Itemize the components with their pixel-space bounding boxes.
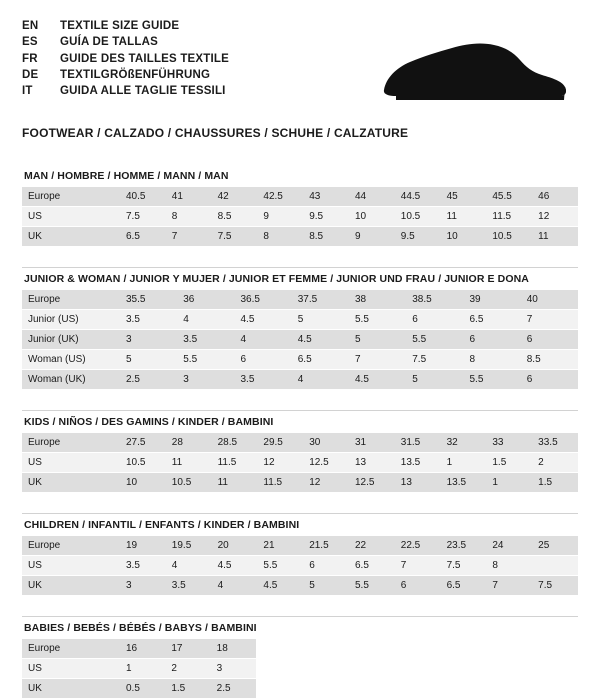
cell: 3.5	[177, 330, 234, 350]
language-row	[22, 51, 229, 67]
cell: 33	[486, 433, 532, 453]
cell: 12	[303, 473, 349, 493]
cell: 4	[292, 370, 349, 390]
cell: 43	[303, 187, 349, 207]
cell: 6	[395, 576, 441, 596]
cell: 3	[177, 370, 234, 390]
cell: 8.5	[212, 207, 258, 227]
row-label: US	[22, 556, 120, 576]
row-label: Woman (US)	[22, 350, 120, 370]
cell: 29.5	[257, 433, 303, 453]
row-label: UK	[22, 473, 120, 493]
language-title: TEXTILE SIZE GUIDE	[60, 18, 229, 34]
cell: 6.5	[120, 227, 166, 247]
cell: 1	[441, 453, 487, 473]
table-row	[22, 350, 578, 370]
cell: 6	[406, 310, 463, 330]
cell: 5.5	[177, 350, 234, 370]
cell: 5.5	[406, 330, 463, 350]
cell: 3	[120, 576, 166, 596]
cell: 11.5	[212, 453, 258, 473]
cell: 21.5	[303, 536, 349, 556]
cell: 10.5	[395, 207, 441, 227]
cell: 8	[257, 227, 303, 247]
cell: 17	[165, 639, 210, 659]
size-block-babies	[22, 616, 578, 698]
cell: 7	[486, 576, 532, 596]
size-table-kids	[22, 433, 578, 492]
cell: 11	[166, 453, 212, 473]
row-label: UK	[22, 679, 120, 698]
cell: 7.5	[532, 576, 578, 596]
row-label: Europe	[22, 433, 120, 453]
table-row	[22, 290, 578, 310]
table-row	[22, 187, 578, 207]
cell: 24	[486, 536, 532, 556]
cell: 6	[235, 350, 292, 370]
cell: 11.5	[486, 207, 532, 227]
cell: 4	[235, 330, 292, 350]
block-title: KIDS / NIÑOS / DES GAMINS / KINDER / BAMBINI	[22, 410, 578, 433]
category-line: FOOTWEAR / CALZADO / CHAUSSURES / SCHUHE / CALZATURE	[22, 126, 578, 140]
cell: 41	[166, 187, 212, 207]
row-label: Europe	[22, 639, 120, 659]
cell: 44	[349, 187, 395, 207]
language-row	[22, 67, 229, 83]
row-label: UK	[22, 227, 120, 247]
cell: 38.5	[406, 290, 463, 310]
language-title-list	[22, 18, 229, 99]
size-block-junior-woman	[22, 267, 578, 389]
cell: 8.5	[521, 350, 578, 370]
cell: 2.5	[211, 679, 256, 698]
language-code: FR	[22, 51, 60, 67]
table-row	[22, 639, 256, 659]
cell: 30	[303, 433, 349, 453]
cell: 11.5	[257, 473, 303, 493]
size-table-man	[22, 187, 578, 246]
cell: 12.5	[349, 473, 395, 493]
cell: 25	[532, 536, 578, 556]
cell: 45.5	[486, 187, 532, 207]
row-label: US	[22, 207, 120, 227]
size-table-children	[22, 536, 578, 595]
row-label: Europe	[22, 290, 120, 310]
language-code: EN	[22, 18, 60, 34]
cell: 7	[349, 350, 406, 370]
language-title: GUIDA ALLE TAGLIE TESSILI	[60, 83, 229, 99]
block-title: BABIES / BEBÉS / BÉBÉS / BABYS / BAMBINI	[22, 616, 578, 639]
cell: 7	[395, 556, 441, 576]
row-label: Junior (US)	[22, 310, 120, 330]
row-label: Junior (UK)	[22, 330, 120, 350]
cell: 2	[165, 659, 210, 679]
cell: 6.5	[464, 310, 521, 330]
language-code: ES	[22, 34, 60, 50]
dress-shoe-icon	[380, 34, 570, 110]
cell: 4.5	[212, 556, 258, 576]
cell: 5.5	[349, 310, 406, 330]
cell: 8	[486, 556, 532, 576]
cell: 7	[166, 227, 212, 247]
cell: 19	[120, 536, 166, 556]
row-label: UK	[22, 576, 120, 596]
cell: 20	[212, 536, 258, 556]
row-label: Europe	[22, 187, 120, 207]
cell: 4.5	[257, 576, 303, 596]
table-row	[22, 659, 256, 679]
cell: 7.5	[212, 227, 258, 247]
cell: 6	[521, 330, 578, 350]
cell: 3.5	[120, 310, 177, 330]
cell: 5	[303, 576, 349, 596]
cell: 28.5	[212, 433, 258, 453]
cell: 10	[120, 473, 166, 493]
table-row	[22, 207, 578, 227]
cell: 4	[177, 310, 234, 330]
cell: 38	[349, 290, 406, 310]
table-row	[22, 576, 578, 596]
cell: 6	[521, 370, 578, 390]
table-row	[22, 370, 578, 390]
cell: 11	[212, 473, 258, 493]
row-label: US	[22, 453, 120, 473]
cell: 45	[441, 187, 487, 207]
cell: 27.5	[120, 433, 166, 453]
cell: 1.5	[165, 679, 210, 698]
table-row	[22, 536, 578, 556]
cell: 3.5	[166, 576, 212, 596]
row-label: Europe	[22, 536, 120, 556]
cell: 21	[257, 536, 303, 556]
row-label: US	[22, 659, 120, 679]
cell: 10.5	[166, 473, 212, 493]
cell: 36.5	[235, 290, 292, 310]
cell: 13.5	[441, 473, 487, 493]
table-row	[22, 556, 578, 576]
cell: 13	[395, 473, 441, 493]
table-row	[22, 227, 578, 247]
cell: 10.5	[486, 227, 532, 247]
cell: 8	[464, 350, 521, 370]
cell: 10	[349, 207, 395, 227]
cell: 4	[166, 556, 212, 576]
cell: 32	[441, 433, 487, 453]
language-code: DE	[22, 67, 60, 83]
language-title: GUÍA DE TALLAS	[60, 34, 229, 50]
page-header	[22, 18, 578, 110]
cell: 22	[349, 536, 395, 556]
cell: 1	[486, 473, 532, 493]
cell: 5	[120, 350, 177, 370]
cell: 12.5	[303, 453, 349, 473]
table-row	[22, 473, 578, 493]
cell: 28	[166, 433, 212, 453]
size-table-junior-woman	[22, 290, 578, 389]
size-block-man	[22, 170, 578, 246]
cell: 9.5	[303, 207, 349, 227]
cell: 7.5	[441, 556, 487, 576]
cell: 11	[441, 207, 487, 227]
cell: 10.5	[120, 453, 166, 473]
cell: 36	[177, 290, 234, 310]
cell: 6.5	[349, 556, 395, 576]
size-table-babies	[22, 639, 256, 698]
cell: 8.5	[303, 227, 349, 247]
table-row	[22, 433, 578, 453]
language-code: IT	[22, 83, 60, 99]
cell: 19.5	[166, 536, 212, 556]
cell: 13	[349, 453, 395, 473]
block-title: MAN / HOMBRE / HOMME / MANN / MAN	[22, 170, 578, 187]
cell: 9	[349, 227, 395, 247]
size-block-children	[22, 513, 578, 595]
language-title: GUIDE DES TAILLES TEXTILE	[60, 51, 229, 67]
cell: 6.5	[441, 576, 487, 596]
cell: 4.5	[349, 370, 406, 390]
cell: 4.5	[235, 310, 292, 330]
cell: 3	[120, 330, 177, 350]
language-row	[22, 34, 229, 50]
cell: 22.5	[395, 536, 441, 556]
row-label: Woman (UK)	[22, 370, 120, 390]
cell: 1.5	[532, 473, 578, 493]
cell: 33.5	[532, 433, 578, 453]
cell: 40.5	[120, 187, 166, 207]
cell: 6	[303, 556, 349, 576]
cell: 6	[464, 330, 521, 350]
cell: 31.5	[395, 433, 441, 453]
cell: 6.5	[292, 350, 349, 370]
table-row	[22, 679, 256, 698]
language-title: TEXTILGRÖßENFÜHRUNG	[60, 67, 229, 83]
cell: 3	[211, 659, 256, 679]
cell: 4.5	[292, 330, 349, 350]
cell: 9.5	[395, 227, 441, 247]
cell: 5.5	[257, 556, 303, 576]
cell: 7.5	[406, 350, 463, 370]
cell: 7	[521, 310, 578, 330]
cell: 12	[257, 453, 303, 473]
cell: 23.5	[441, 536, 487, 556]
cell: 11	[532, 227, 578, 247]
cell: 40	[521, 290, 578, 310]
cell: 5	[406, 370, 463, 390]
cell: 0.5	[120, 679, 165, 698]
cell: 3.5	[235, 370, 292, 390]
cell: 44.5	[395, 187, 441, 207]
cell: 5	[349, 330, 406, 350]
cell: 7.5	[120, 207, 166, 227]
language-row	[22, 18, 229, 34]
table-row	[22, 330, 578, 350]
block-title: JUNIOR & WOMAN / JUNIOR Y MUJER / JUNIOR ET FEMME / JUNIOR UND FRAU / JUNIOR E DONA	[22, 267, 578, 290]
language-row	[22, 83, 229, 99]
cell: 31	[349, 433, 395, 453]
cell: 35.5	[120, 290, 177, 310]
cell: 1	[120, 659, 165, 679]
cell: 13.5	[395, 453, 441, 473]
cell: 5.5	[464, 370, 521, 390]
cell: 12	[532, 207, 578, 227]
cell: 16	[120, 639, 165, 659]
cell	[532, 556, 578, 576]
block-title: CHILDREN / INFANTIL / ENFANTS / KINDER / BAMBINI	[22, 513, 578, 536]
cell: 3.5	[120, 556, 166, 576]
cell: 5.5	[349, 576, 395, 596]
cell: 8	[166, 207, 212, 227]
size-block-kids	[22, 410, 578, 492]
table-row	[22, 310, 578, 330]
cell: 10	[441, 227, 487, 247]
cell: 9	[257, 207, 303, 227]
cell: 4	[212, 576, 258, 596]
cell: 37.5	[292, 290, 349, 310]
cell: 1.5	[486, 453, 532, 473]
cell: 46	[532, 187, 578, 207]
table-row	[22, 453, 578, 473]
cell: 2.5	[120, 370, 177, 390]
cell: 18	[211, 639, 256, 659]
cell: 2	[532, 453, 578, 473]
cell: 42	[212, 187, 258, 207]
cell: 5	[292, 310, 349, 330]
cell: 42.5	[257, 187, 303, 207]
cell: 39	[464, 290, 521, 310]
